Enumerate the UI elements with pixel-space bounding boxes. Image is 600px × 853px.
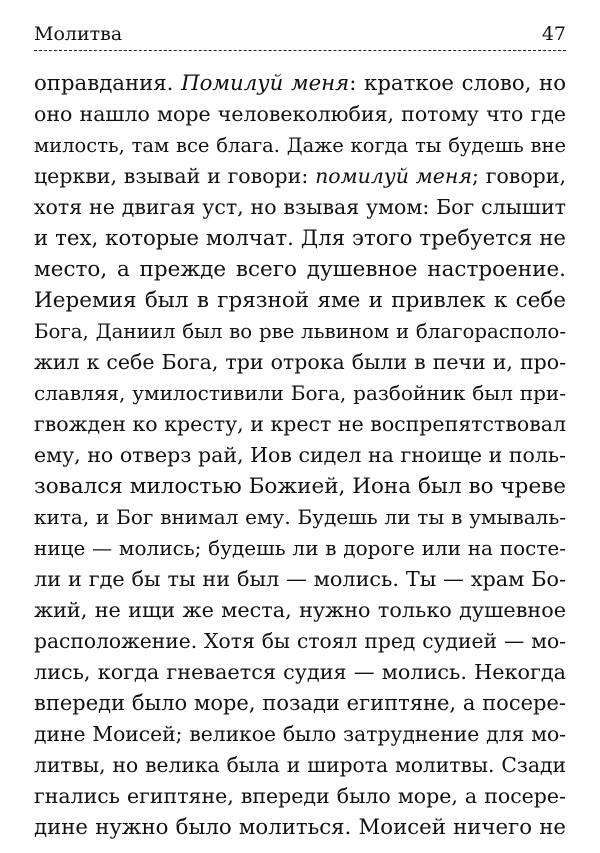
text-line: оправдания. Помилуй меня: краткое слово, но	[34, 71, 567, 96]
text-line: нице — молись; будешь ли в дороге или на посте-	[34, 536, 566, 560]
running-title: Молитва	[34, 23, 123, 45]
text-line: место, а прежде всего душевное настроение.	[34, 257, 566, 282]
text-line: гнались египтяне, впереди было море, а посере-	[34, 784, 566, 808]
text-line: зовался милостью Божией, Иона был во чреве	[34, 474, 566, 499]
text-line: дине Моисей; великое было затруднение для мо-	[34, 722, 566, 746]
text-line: дине нужно было молиться. Моисей ничего не	[34, 815, 566, 840]
text-line: гвожден ко кресту, и крест не воспрепятствовал	[34, 412, 566, 436]
text-line: кита, и Бог внимал ему. Будешь ли ты в умываль-	[34, 505, 566, 529]
text-line: оно нашло море человеколюбия, потому что где	[34, 102, 566, 126]
text-line: ли и где бы ты ни был — молись. Ты — храм Бо-	[34, 567, 566, 591]
page-number: 47	[541, 23, 566, 45]
text-line: Иеремия был в грязной яме и привлек к себе	[34, 288, 566, 313]
text-line: милость, там все блага. Даже когда ты будешь вне	[34, 134, 566, 157]
body-text	[34, 68, 566, 843]
header-rule	[34, 50, 566, 51]
text-line: жий, не ищи же места, нужно только душевное	[34, 598, 566, 622]
text-line: ему, но отверз рай, Иов сидел на гноище и поль-	[34, 443, 566, 467]
text-line: и тех, которые молчат. Для этого требуется не	[34, 226, 566, 251]
text-line: церкви, взывай и говори: помилуй меня; говори,	[34, 164, 566, 188]
running-head	[34, 20, 566, 48]
text-line: литвы, но велика была и широта молитвы. Сзади	[34, 753, 566, 777]
text-line: впереди было море, позади египтяне, а посере-	[34, 691, 566, 715]
text-line: хотя не двигая уст, но взывая умом: Бог слышит	[34, 195, 566, 219]
text-line: славляя, умилостивили Бога, разбойник был при-	[34, 381, 566, 405]
text-line: лись, когда гневается судия — молись. Некогда	[34, 660, 566, 684]
text-line: расположение. Хотя бы стоял пред судией — мо-	[34, 629, 566, 653]
text-line: Бога, Даниил был во рве львином и благорасполо-	[34, 320, 566, 343]
text-line: жил к себе Бога, три отрока были в печи и, про-	[34, 350, 566, 374]
